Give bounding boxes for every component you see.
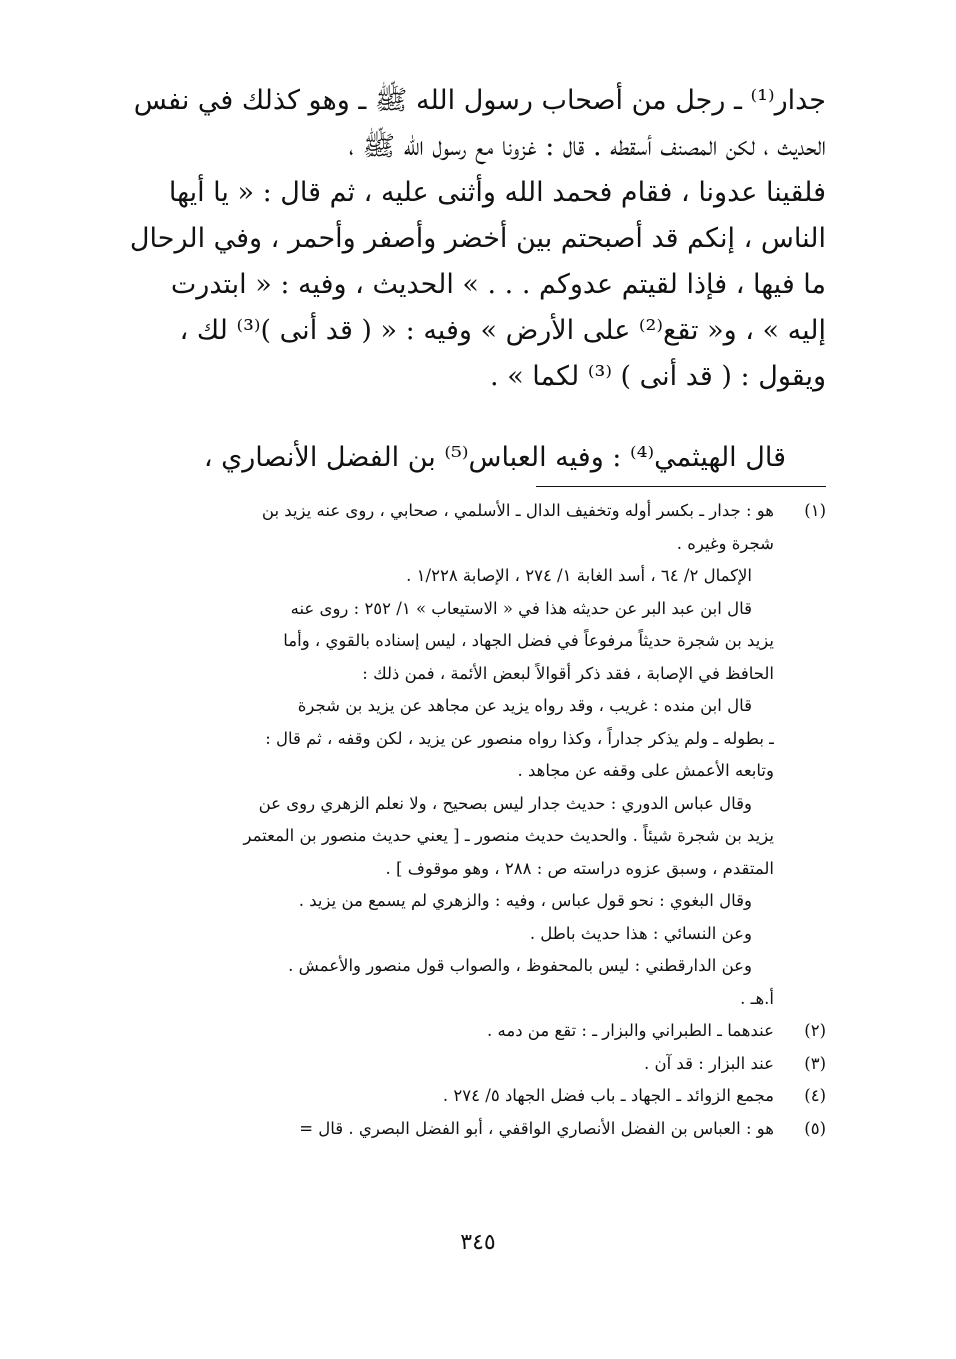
footnote-line: وعن النسائي : هذا حديث باطل . [529,923,752,943]
main-text-block [120,78,826,400]
main-text-line: الناس ، إنكم قد أصبحتم بين أخضر وأصفر وأحمر ، وفي الرحال [129,223,826,254]
footnote-line: مجمع الزوائد ـ الجهاد ـ باب فضل الجهاد ٥/ ٢٧٤ . [442,1086,774,1105]
footnote-line: المتقدم ، وسبق عزوه دراسته ص : ٢٨٨ ، وهو موقوف ] . [385,858,774,878]
footnote-line: الحافظ في الإصابة ، فقد ذكر أقوالاً لبعض الأئمة ، فمن ذلك : [362,663,774,683]
footnote-number: (١) [804,501,826,520]
footnote-5 [120,1113,826,1146]
footnote-line: وتابعه الأعمش على وقفه عن مجاهد . [517,761,774,780]
main-text-line: الحديث ، لكن المصنف أسقطه . قال : غزونا مع رسول الله ﷺ ، [348,131,826,162]
page-number: ٣٤٥ [460,1230,496,1255]
footnote-text [120,495,774,1015]
footnotes [120,495,826,1145]
footnote-line: قال ابن عبد البر عن حديثه هذا في « الاستيعاب » ١/ ٢٥٢ : روى عنه [290,598,752,618]
footnote-separator [536,486,826,487]
footnote-line: وقال عباس الدوري : حديث جدار ليس بصحيح ، ولا نعلم الزهري روى عن [258,793,752,813]
footnote-line: عند البزار : قد آن . [643,1053,774,1073]
footnote-line: يزيد بن شجرة شيئاً . والحديث حديث منصور ـ [ يعني حديث منصور بن المعتمر [243,826,774,845]
footnote-1 [120,495,826,1015]
footnote-line: وقال البغوي : نحو قول عباس ، وفيه : والزهري لم يسمع من يزيد . [298,891,752,910]
footnote-line: أ.هـ . [740,988,774,1008]
footnote-line: قال ابن منده : غريب ، وقد رواه يزيد عن مجاهد عن يزيد بن شجرة [297,696,752,715]
main-text-line: ويقول : ( قد أنى ) ⁽³⁾ لكما » . [490,361,826,392]
footnote-number: (٢) [804,1021,826,1040]
footnote-number: (٣) [804,1053,826,1073]
section-heading: قال الهيثمي⁽⁴⁾ : وفيه العباس⁽⁵⁾ بن الفضل الأنصاري ، [203,442,786,473]
main-text-line: فلقينا عدونا ، فقام فحمد الله وأثنى عليه ، ثم قال : « يا أيها [168,177,826,208]
document-page [120,78,826,1319]
footnote-line: هو : العباس بن الفضل الأنصاري الواقفي ، أبو الفضل البصري . قال = [299,1118,774,1138]
footnote-3 [120,1048,826,1081]
footnote-number: (٤) [804,1086,826,1105]
footnote-text [120,1015,774,1048]
footnote-text [120,1048,774,1081]
footnote-line: وعن الدارقطني : ليس بالمحفوظ ، والصواب قول منصور والأعمش . [288,956,752,975]
main-text-line: إليه » ، و« تقع⁽²⁾ على الأرض » وفيه : « ( قد أنى )⁽³⁾ لك ، [179,315,826,346]
footnote-line: شجرة وغيره . [676,533,774,553]
footnote-line: هو : جدار ـ بكسر أوله وتخفيف الدال ـ الأسلمي ، صحابي ، روى عنه يزيد بن [261,501,774,520]
footnote-4 [120,1080,826,1113]
footnote-line: يزيد بن شجرة حديثاً مرفوعاً في فضل الجهاد ، ليس إسناده بالقوي ، وأما [283,631,774,650]
footnote-text [120,1113,774,1146]
footnote-text [120,1080,774,1113]
footnote-line: عندهما ـ الطبراني والبزار ـ : تقع من دمه . [487,1021,774,1040]
footnote-2 [120,1015,826,1048]
footnote-line: ـ بطوله ـ ولم يذكر جداراً ، وكذا رواه منصور عن يزيد ، لكن وقفه ، ثم قال : [265,728,774,748]
main-text-line: جدار⁽¹⁾ ـ رجل من أصحاب رسول الله ﷺ ـ وهو كذلك في نفس [133,85,826,116]
footnote-line: الإكمال ٢/ ٦٤ ، أسد الغابة ١/ ٢٧٤ ، الإصابة ١/٢٢٨ . [406,566,752,585]
main-text-line: ما فيها ، فإذا لقيتم عدوكم . . . » الحديث ، وفيه : « ابتدرت [170,269,826,300]
footnote-number: (٥) [804,1118,826,1138]
